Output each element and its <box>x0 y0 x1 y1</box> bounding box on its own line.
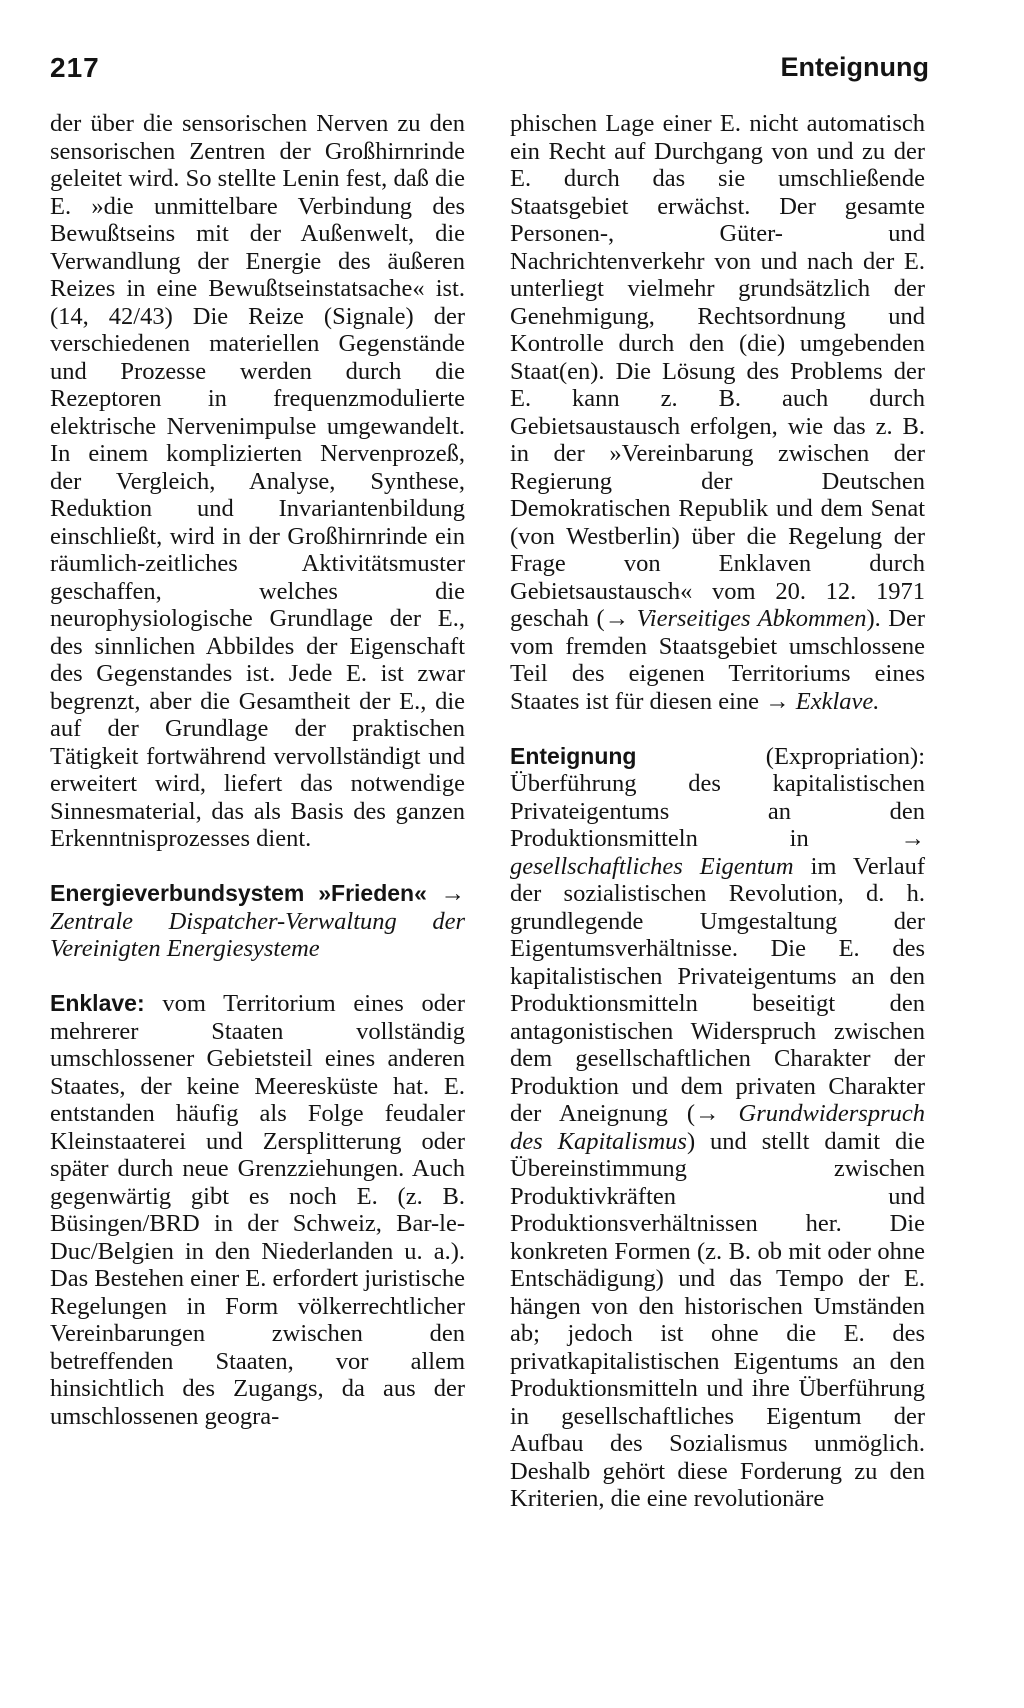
arrow-icon: → <box>440 880 466 907</box>
entry-energieverbundsystem <box>50 880 465 963</box>
running-head: Enteignung <box>780 52 929 82</box>
entry-text: vom Territorium eines oder mehrerer Staaten vollständig umschlossener Gebietsteil eines anderen Staates, der keine Meeresküste hat. E. entstanden häufig als Folge feudaler Kleinstaaterei und Zersplitterung oder später durch neue Grenzziehungen. Auch gegenwärtig gibt es noch E. (z. B. Büsingen/BRD in der Schweiz, Bar-le-Duc/Belgien in den Niederlanden u. a.). Das Bestehen einer E. erfordert juristische Regelungen in Form völkerrechtlicher Vereinbarungen zwischen den betreffenden Staaten, vor allem hinsichtlich des Zugangs, da aus der umschlossenen geogra- <box>50 990 465 1430</box>
entry-enklave <box>50 990 465 1430</box>
entry-headword: Enklave: <box>50 990 145 1016</box>
enklave-continuation-paragraph <box>510 110 925 715</box>
entry-headword: Enteignung <box>510 742 637 769</box>
left-column <box>50 110 465 1430</box>
arrow-icon: → <box>695 1100 720 1127</box>
erkenntnis-continuation-paragraph: der über die sensorischen Nerven zu den sensorischen Zentren der Großhirnrinde geleitet wird. So stellte Lenin fest, daß die E. »die unmittelbare Verbindung des Bewußtseins mit der Außenwelt, die Verwandlung der Energie des äußeren Reizes in eine Bewußtseinstatsache« ist. (14, 42/43) Die Reize (Signale) der verschiedenen materiellen Gegenstände und Prozesse werden durch die Rezeptoren in frequenzmodulierte elektrische Nervenimpulse umgewandelt. In einem komplizierten Nervenprozeß, der Vergleich, Analyse, Synthese, Reduktion und Invariantenbildung einschließt, wird in der Großhirnrinde ein räumlich-zeitliches Aktivitätsmuster geschaffen, welches die neurophysiologische Grundlage der E., des sinnlichen Abbildes der Eigenschaft des Gegenstandes ist. Jede E. ist zwar begrenzt, aber die Gesamtheit der E., die auf der Grundlage der praktischen Tätigkeit fortwährend vervollständigt und erweitert wird, liefert das notwendige Sinnesmaterial, das als Basis des ganzen Erkenntnisprozesses dient. <box>50 110 465 852</box>
cross-reference: Vierseitiges Abkommen <box>636 605 867 632</box>
entry-enteignung <box>510 743 925 1513</box>
entry-headword: Energieverbundsystem »Frieden« <box>50 880 427 906</box>
entry-text: im Verlauf der sozialistischen Revolution, d. h. grundlegende Umgestaltung der Eigentumsverhältnisse. Die E. des kapitalistischen Privateigentums an den Produktionsmitteln beseitigt den antagonistischen Widerspruch zwischen dem gesellschaftlichen Charakter der Produktion und dem privaten Charakter der Aneignung ( <box>510 852 926 1127</box>
arrow-icon: → <box>604 605 630 632</box>
right-column <box>510 110 925 1513</box>
arrow-icon: → <box>900 825 925 852</box>
page-number: 217 <box>50 52 100 83</box>
entry-text: ) und stellt damit die Übereinstimmung zwischen Produktivkräften und Produktionsverhältnissen her. Die konkreten Formen (z. B. ob mit oder ohne Entschädigung) und das Tempo der E. hängen von den historischen Umständen ab; jedoch ist ohne die E. des privatkapitalistischen Eigentums an den Produktionsmitteln und ihre Überführung in gesellschaftliches Eigentum der Aufbau des Sozialismus unmöglich. Deshalb gehört diese Forderung zu den Kriterien, die eine revolutionäre <box>510 1127 925 1512</box>
cross-reference: Exklave. <box>795 687 880 715</box>
entry-text: (Expropriation): Überführung des kapitalistischen Privateigentums an den Produktionsmitteln in <box>510 742 925 852</box>
paragraph-text: phischen Lage einer E. nicht automatisch ein Recht auf Durchgang von und zu der E. durch das sie umschließende Staatsgebiet erwächst. Der gesamte Personen-, Güter- und Nachrichtenverkehr von und nach der E. unterliegt vielmehr grundsätzlich der Genehmigung, Rechtsordnung und Kontrolle durch den (die) umgebenden Staat(en). Die Lösung des Problems der E. kann z. B. auch durch Gebietsaustausch erfolgen, wie das z. B. in der »Vereinbarung zwischen der Regierung der Deutschen Demokratischen Republik und dem Senat (von Westberlin) über die Regelung der Frage von Enklaven durch Gebietsaustausch« vom 20. 12. 1971 geschah ( <box>510 110 925 632</box>
arrow-icon: → <box>765 687 790 715</box>
cross-reference: Zentrale Dispatcher-Verwaltung der Vereinigten Energiesysteme <box>50 907 465 962</box>
paragraph-text: ). Der vom fremden Staatsgebiet umschlossene Teil des eigenen Territoriums eines Staates ist für diesen eine <box>510 605 925 715</box>
cross-reference: Grundwiderspruch des Kapitalismus <box>510 1100 925 1155</box>
cross-reference: gesellschaftliches Eigentum <box>510 852 794 880</box>
